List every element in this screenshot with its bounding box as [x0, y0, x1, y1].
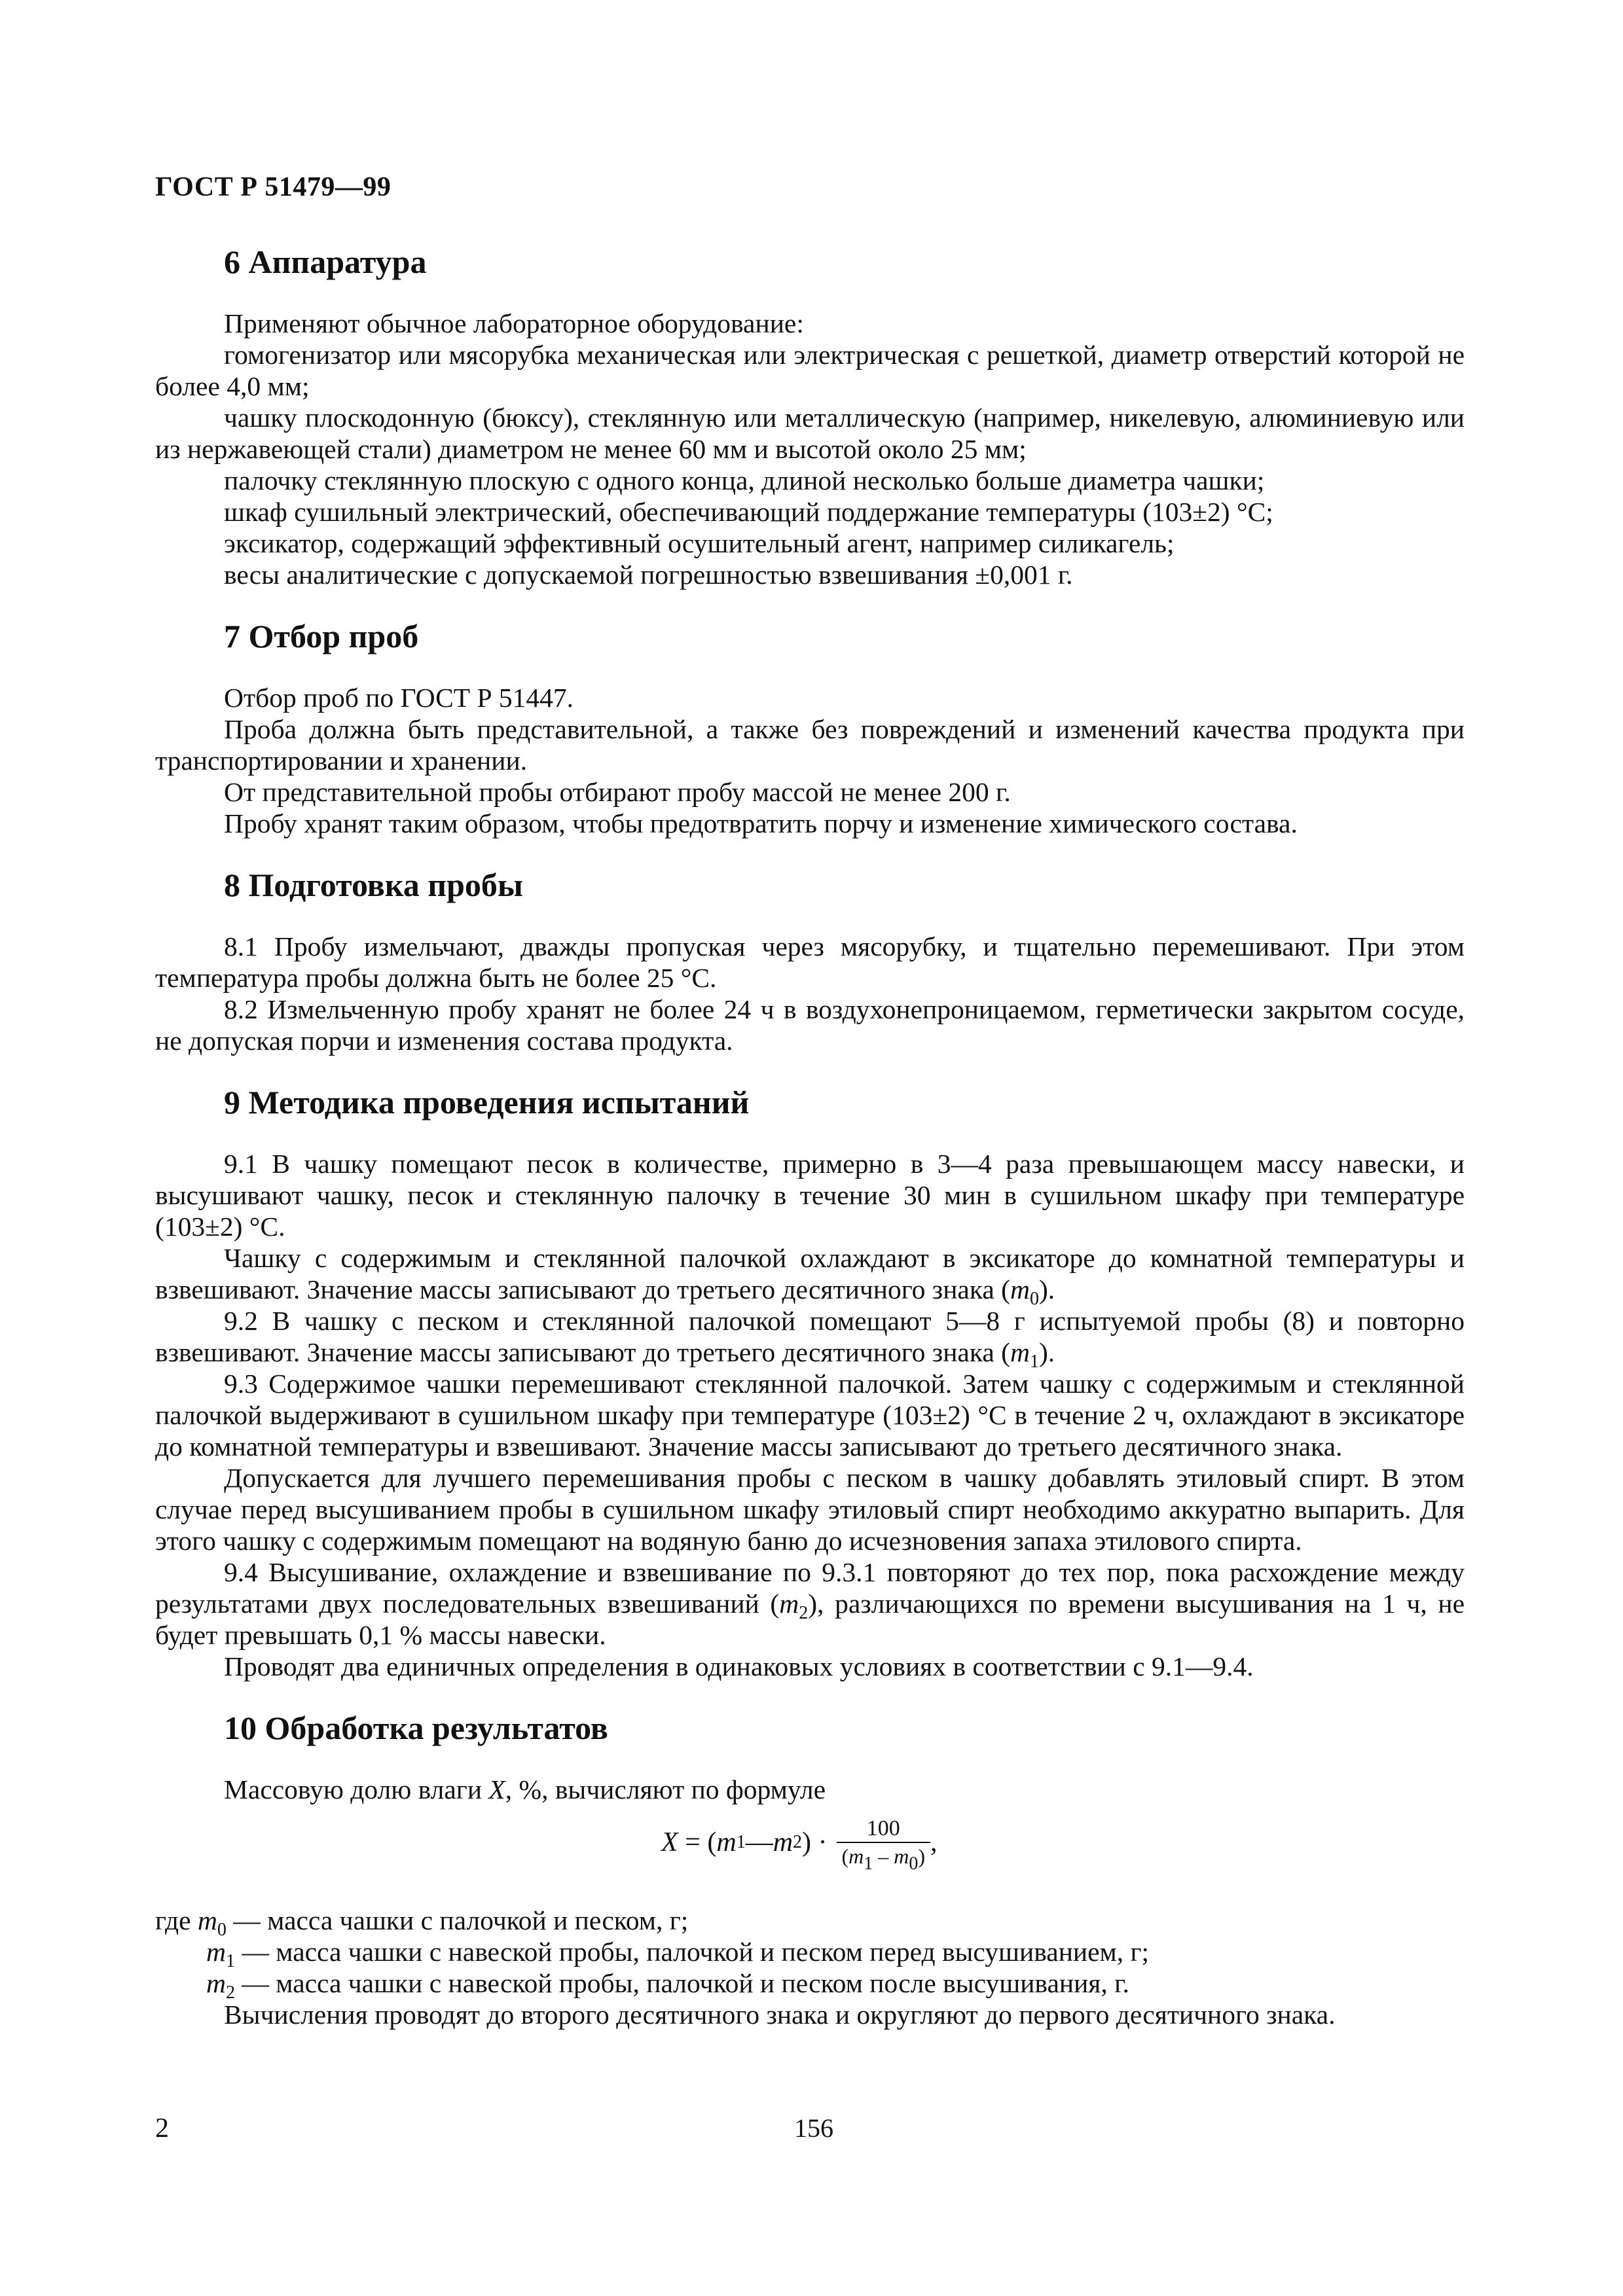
section-7-paragraph: Проба должна быть представительной, а также без повреждений и изменений качества продукта при транспортировании и хранении.: [155, 714, 1465, 776]
section-8-paragraph: 8.2 Измельченную пробу хранят не более 24 ч в воздухонепроницаемом, герметически закрытом сосуде, не допуская порчи и изменения состава продукта.: [155, 994, 1465, 1056]
math-variable: X: [488, 1774, 505, 1804]
text-run: 9.4 Высушивание, охлаждение и взвешивание по 9.3.1 повторяют до тех пор, пока расхождение между результатами двух последовательных взвешиваний (: [155, 1557, 1465, 1619]
page-number-global: 156: [794, 2113, 833, 2143]
math-subscript: 1: [864, 1854, 873, 1874]
math-variable: m: [197, 1905, 217, 1935]
section-9-title: 9 Методика проведения испытаний: [224, 1084, 750, 1121]
math-operator: –: [873, 1844, 894, 1868]
math-variable: m: [716, 1827, 737, 1857]
math-operator: ,: [930, 1827, 938, 1857]
math-subscript: 0: [1029, 1289, 1039, 1309]
math-subscript: 0: [909, 1854, 919, 1874]
legend-text: — масса чашки с палочкой и песком, г;: [226, 1905, 689, 1935]
math-variable: m: [773, 1827, 793, 1857]
math-subscript: 2: [225, 1982, 235, 2003]
section-7-paragraph: Отбор проб по ГОСТ Р 51447.: [224, 683, 574, 713]
math-variable: m: [894, 1844, 909, 1868]
text-run: ).: [1038, 1337, 1055, 1367]
section-9-paragraph: Допускается для лучшего перемешивания пробы с песком в чашку добавлять этиловый спирт. В этом случае перед высушиванием пробы в сушильном шкафу этиловый спирт необходимо аккуратно выпарить. Для этого чашку с содержимым помещают на водяную баню до исчезновения запаха этилового спирта.: [155, 1463, 1465, 1556]
section-10-paragraph: [155, 1774, 1465, 1805]
math-variable: m: [1010, 1274, 1030, 1304]
section-9: [155, 1083, 1465, 1682]
section-9-paragraph: 9.1 В чашку помещают песок в количестве, примерно в 3—4 раза превышающем массу навески, и высушивают чашку, песок и стеклянную палочку в течение 30 мин в сушильном шкафу при температуре (103±2) °C.: [155, 1149, 1465, 1242]
math-subscript: 1: [225, 1951, 235, 1971]
page-number-local: 2: [155, 2113, 169, 2144]
legend-prefix: где: [155, 1905, 198, 1935]
section-6: [155, 242, 1465, 590]
section-8: [155, 865, 1465, 1056]
math-subscript: 0: [217, 1920, 227, 1940]
section-9-paragraph: [155, 1556, 1465, 1651]
moisture-formula: X = ( m 1 — m 2 ) · $\frac{100}{(m_1 - m_0)}$ ,: [661, 1816, 938, 1874]
text-run: ), различающихся по времени высушивания на 1 ч, не будет превышать 0,1 % массы навески.: [155, 1588, 1465, 1650]
legend-row: [155, 1967, 1465, 2003]
legend-text: — масса чашки с навеской пробы, палочкой и песком перед высушиванием, г;: [234, 1937, 1150, 1967]
math-variable: m: [206, 1968, 226, 1998]
section-10-title: 10 Обработка результатов: [224, 1710, 608, 1746]
section-6-paragraph: Применяют обычное лабораторное оборудование:: [224, 308, 804, 338]
formula-legend: [155, 1905, 1465, 2003]
legend-text: — масса чашки с навеской пробы, палочкой и песком после высушивания, г.: [234, 1968, 1129, 1998]
section-8-title: 8 Подготовка пробы: [224, 867, 523, 903]
section-6-paragraph: чашку плоскодонную (бюксу), стеклянную или металлическую (например, никелевую, алюминиевую или из нержавеющей стали) диаметром не менее 60 мм и высотой около 25 мм;: [155, 403, 1465, 464]
math-variable: m: [779, 1588, 799, 1619]
section-7-paragraph: От представительной пробы отбирают пробу массой не менее 200 г.: [224, 777, 1011, 807]
section-6-paragraph: гомогенизатор или мясорубка механическая или электрическая с решеткой, диаметр отверстий которой не более 4,0 мм;: [155, 340, 1465, 401]
document-header-code: ГОСТ Р 51479—99: [155, 172, 392, 202]
document-body: [155, 242, 1465, 2056]
section-6-paragraph: эксикатор, содержащий эффективный осушительный агент, например силикагель;: [224, 528, 1175, 558]
fraction-numerator: 100: [866, 1816, 900, 1840]
math-operator: ) ·: [802, 1827, 828, 1857]
section-9-paragraph: [155, 1305, 1465, 1372]
math-operator: —: [745, 1827, 773, 1857]
section-7-title: 7 Отбор проб: [224, 618, 419, 655]
math-variable: X: [661, 1827, 678, 1857]
legend-row: [155, 1936, 1465, 1971]
text-run: 9.2 В чашку с песком и стеклянной палочкой помещают 5—8 г испытуемой пробы (8) и повторно взвешивают. Значение массы записывают до третьего десятичного знака (: [155, 1306, 1465, 1367]
math-variable: m: [206, 1937, 226, 1967]
section-6-paragraph: весы аналитические с допускаемой погрешностью взвешивания ±0,001 г.: [224, 560, 1073, 590]
legend-row: [155, 1905, 1465, 1940]
section-9-paragraph: 9.3 Содержимое чашки перемешивают стеклянной палочкой. Затем чашку с содержимым и стеклянной палочкой выдерживают в сушильном шкафу при температуре (103±2) °C в течение 2 ч, охлаждают в эксикаторе до комнатной температуры и взвешивают. Значение массы записывают до третьего десятичного знака.: [155, 1369, 1465, 1462]
text-run: ).: [1038, 1274, 1055, 1304]
section-7: [155, 617, 1465, 839]
section-7-paragraph: Пробу хранят таким образом, чтобы предотвратить порчу и изменение химического состава.: [224, 808, 1298, 838]
math-operator: = (: [678, 1827, 717, 1857]
math-fraction: [837, 1816, 931, 1874]
text-run: Чашку с содержимым и стеклянной палочкой охлаждают в эксикаторе до комнатной температуры и взвешивают. Значение массы записывают до третьего десятичного знака (: [155, 1243, 1465, 1304]
text-run: Массовую долю влаги: [224, 1774, 489, 1804]
section-9-paragraph: Проводят два единичных определения в одинаковых условиях в соответствии с 9.1—9.4.: [224, 1651, 1254, 1681]
text-run: , %, вычисляют по формуле: [505, 1774, 826, 1804]
section-10: [155, 1708, 1465, 2030]
fraction-denominator: [837, 1843, 931, 1874]
section-10-paragraph: Вычисления проводят до второго десятичного знака и округляют до первого десятичного знака.: [224, 2000, 1336, 2030]
section-6-paragraph: шкаф сушильный электрический, обеспечивающий поддержание температуры (103±2) °C;: [224, 497, 1273, 527]
math-variable: m: [1010, 1337, 1030, 1367]
section-9-paragraph: [155, 1242, 1465, 1309]
math-subscript: 1: [1029, 1352, 1039, 1372]
math-variable: m: [848, 1844, 864, 1868]
section-6-paragraph: палочку стеклянную плоскую с одного конца, длиной несколько больше диаметра чашки;: [224, 465, 1265, 495]
math-subscript: 2: [799, 1603, 809, 1623]
math-operator: (: [841, 1844, 849, 1868]
formula-block: [155, 1809, 1465, 1901]
math-operator: ): [918, 1844, 926, 1868]
section-8-paragraph: 8.1 Пробу измельчают, дважды пропуская через мясорубку, и тщательно перемешивают. При этом температура пробы должна быть не более 25 °C.: [155, 931, 1465, 993]
section-6-title: 6 Аппаратура: [224, 243, 427, 280]
